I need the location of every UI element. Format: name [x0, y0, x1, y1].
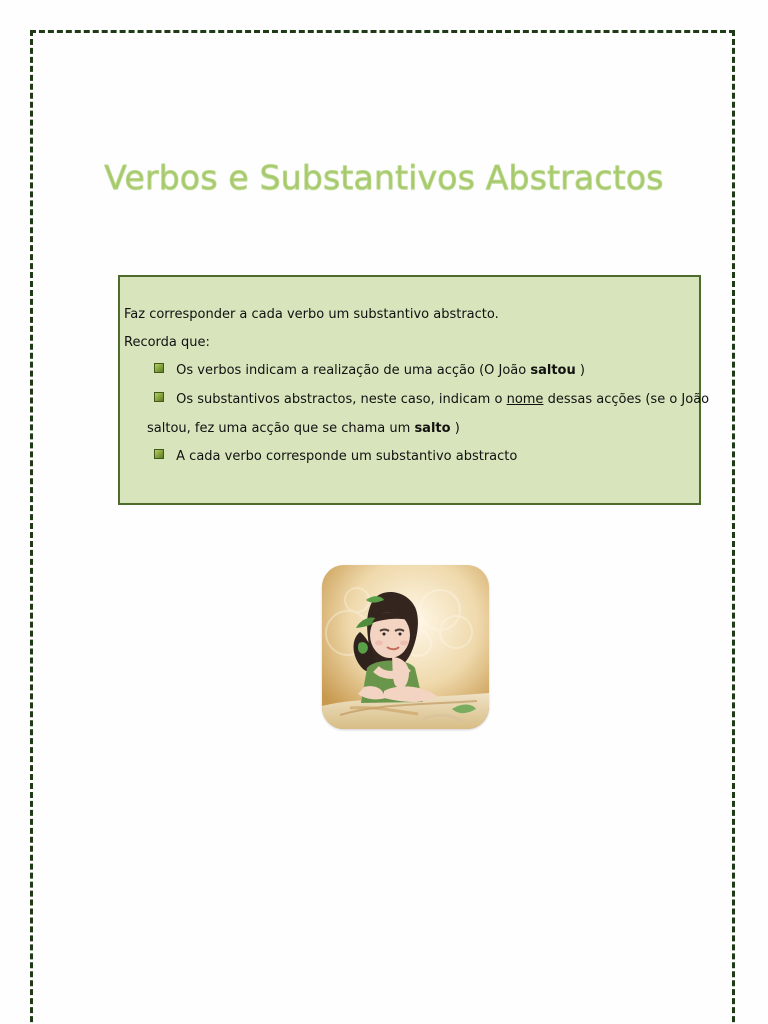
- instruction-line: Faz corresponder a cada verbo um substantivo abstracto.: [124, 307, 499, 322]
- continuation-text-before: saltou, fez uma acção que se chama um: [147, 421, 415, 436]
- reminder-label: Recorda que:: [124, 335, 210, 350]
- bullet-item-verbs: [154, 362, 585, 380]
- bullet-text-nouns-before: Os substantivos abstractos, neste caso, indicam o: [176, 392, 507, 407]
- square-bullet-icon: [154, 363, 164, 373]
- underlined-word-nome: nome: [506, 392, 544, 407]
- bullet-item-correspondence: [154, 448, 517, 466]
- continuation-text-strong: salto: [414, 421, 451, 436]
- bullet-item-abstract-nouns-continuation: [147, 420, 460, 438]
- girl-illustration-icon: [322, 565, 489, 729]
- girl-illustration-svg: [322, 565, 489, 729]
- square-bullet-icon: [154, 449, 164, 459]
- bullet-text-verbs-before: Os verbos indicam a realização de uma acção (O João: [176, 363, 531, 378]
- bullet-text-verbs-after: ): [579, 363, 585, 378]
- bullet-text-verbs-strong: saltou: [530, 363, 576, 378]
- instruction-box: [118, 275, 710, 505]
- bullet-item-abstract-nouns: [154, 391, 709, 409]
- page-title: Verbos e Substantivos Abstractos: [104, 158, 664, 197]
- square-bullet-icon: [154, 392, 164, 402]
- bullet-text-nouns-after: dessas acções (se o João: [547, 392, 710, 407]
- continuation-text-after: ): [454, 421, 460, 436]
- bullet-text-correspondence: A cada verbo corresponde um substantivo abstracto: [176, 449, 518, 464]
